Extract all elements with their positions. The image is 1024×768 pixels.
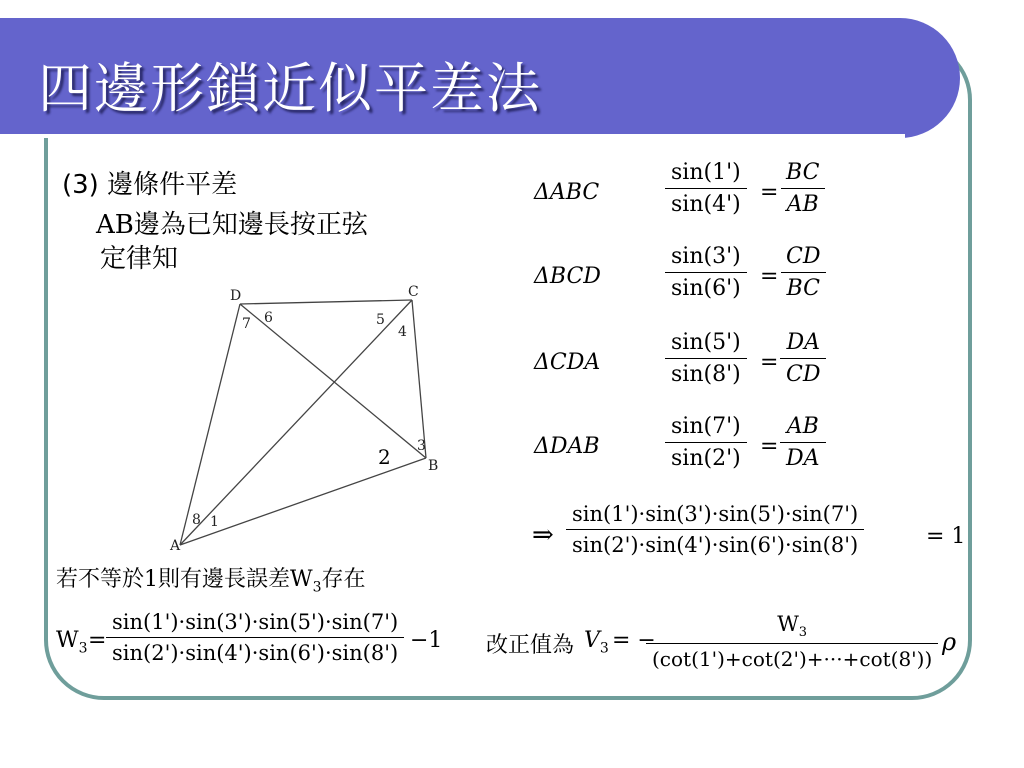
slide-title: 四邊形鎖近似平差法: [38, 57, 542, 120]
product-fraction: [566, 502, 864, 557]
denominator: sin(2')·sin(4')·sin(6')·sin(8'): [566, 529, 864, 557]
correction-equals: = −: [612, 628, 656, 653]
sine-fraction: [665, 160, 747, 217]
w-symbol: W: [777, 612, 799, 636]
w-subscript: 3: [78, 640, 88, 657]
quadrilateral-diagram: [150, 280, 470, 560]
numerator: sin(5'): [671, 330, 741, 355]
numerator: BC: [786, 160, 820, 185]
equals-sign: =: [760, 264, 779, 289]
numerator: sin(3'): [671, 244, 741, 269]
rho-symbol: ρ: [942, 628, 957, 656]
denominator: sin(2')·sin(4')·sin(6')·sin(8'): [106, 637, 404, 665]
v-letter: V: [584, 628, 600, 653]
denominator: sin(8'): [665, 358, 747, 387]
equals-sign: =: [760, 350, 779, 375]
numerator: sin(1'): [671, 160, 741, 185]
numerator: AB: [786, 414, 819, 439]
denominator: sin(2'): [665, 442, 747, 471]
numerator: [771, 612, 813, 643]
angle-1: 1: [210, 514, 219, 530]
denominator: BC: [781, 272, 826, 301]
edge-ba: [180, 458, 426, 545]
triangle-label: ΔBCD: [534, 264, 601, 289]
w-subscript: 3: [798, 625, 808, 641]
angle-8: 8: [192, 512, 201, 528]
numerator: DA: [786, 330, 820, 355]
body-line-3: 定律知: [100, 244, 179, 274]
denominator: AB: [781, 188, 825, 217]
side-fraction: [780, 414, 826, 471]
angle-6: 6: [264, 310, 273, 326]
condition-tail: 存在: [321, 567, 366, 592]
v-subscript: 3: [599, 640, 609, 657]
triangle-label: ΔDAB: [534, 434, 600, 459]
numerator: CD: [786, 244, 821, 269]
side-fraction: [780, 330, 826, 387]
numerator: sin(7'): [671, 414, 741, 439]
diagonal-ac: [180, 300, 412, 545]
v3-symbol: [584, 628, 609, 656]
denominator: (cot(1')+cot(2')+···+cot(8')): [646, 643, 938, 671]
w3-minus-one: −1: [410, 628, 443, 653]
equals-sign: =: [760, 180, 779, 205]
side-fraction: [780, 244, 826, 301]
body-line-2: AB邊為已知邊長按正弦: [96, 210, 368, 240]
angle-2: 2: [378, 445, 391, 469]
implies-arrow: ⇒: [532, 520, 554, 550]
condition-text: [56, 562, 366, 595]
body-heading: (3) 邊條件平差: [62, 170, 238, 200]
correction-label: 改正值為: [486, 633, 575, 658]
vertex-b: B: [428, 458, 439, 474]
numerator: sin(1')·sin(3')·sin(5')·sin(7'): [572, 502, 859, 526]
w3-fraction: [106, 610, 404, 665]
sine-fraction: [665, 244, 747, 301]
edge-dc: [240, 300, 412, 304]
edge-cb: [412, 300, 426, 458]
equals-sign: =: [760, 434, 779, 459]
denominator: sin(6'): [665, 272, 747, 301]
vertex-a: A: [170, 538, 181, 554]
denominator: sin(4'): [665, 188, 747, 217]
w3-lhs: [56, 628, 88, 656]
edge-ad: [180, 304, 240, 545]
sine-fraction: [665, 330, 747, 387]
w-symbol: W: [56, 628, 79, 653]
condition-main: 若不等於1則有邊長誤差W: [56, 567, 313, 592]
vertex-c: C: [408, 284, 419, 300]
triangle-label: ΔABC: [534, 180, 600, 205]
numerator: sin(1')·sin(3')·sin(5')·sin(7'): [112, 610, 399, 634]
vertex-d: D: [230, 288, 242, 304]
denominator: DA: [780, 442, 826, 471]
product-rhs: = 1: [926, 524, 966, 549]
side-fraction: [780, 160, 825, 217]
angle-7: 7: [242, 316, 251, 332]
sine-fraction: [665, 414, 747, 471]
w3-equals: =: [88, 628, 107, 653]
angle-5: 5: [376, 312, 385, 328]
angle-3: 3: [417, 438, 426, 454]
condition-subscript: 3: [312, 579, 322, 596]
correction-fraction: [646, 612, 938, 671]
triangle-label: ΔCDA: [534, 350, 601, 375]
denominator: CD: [780, 358, 826, 387]
title-underline: [0, 134, 905, 138]
angle-4: 4: [398, 324, 407, 340]
